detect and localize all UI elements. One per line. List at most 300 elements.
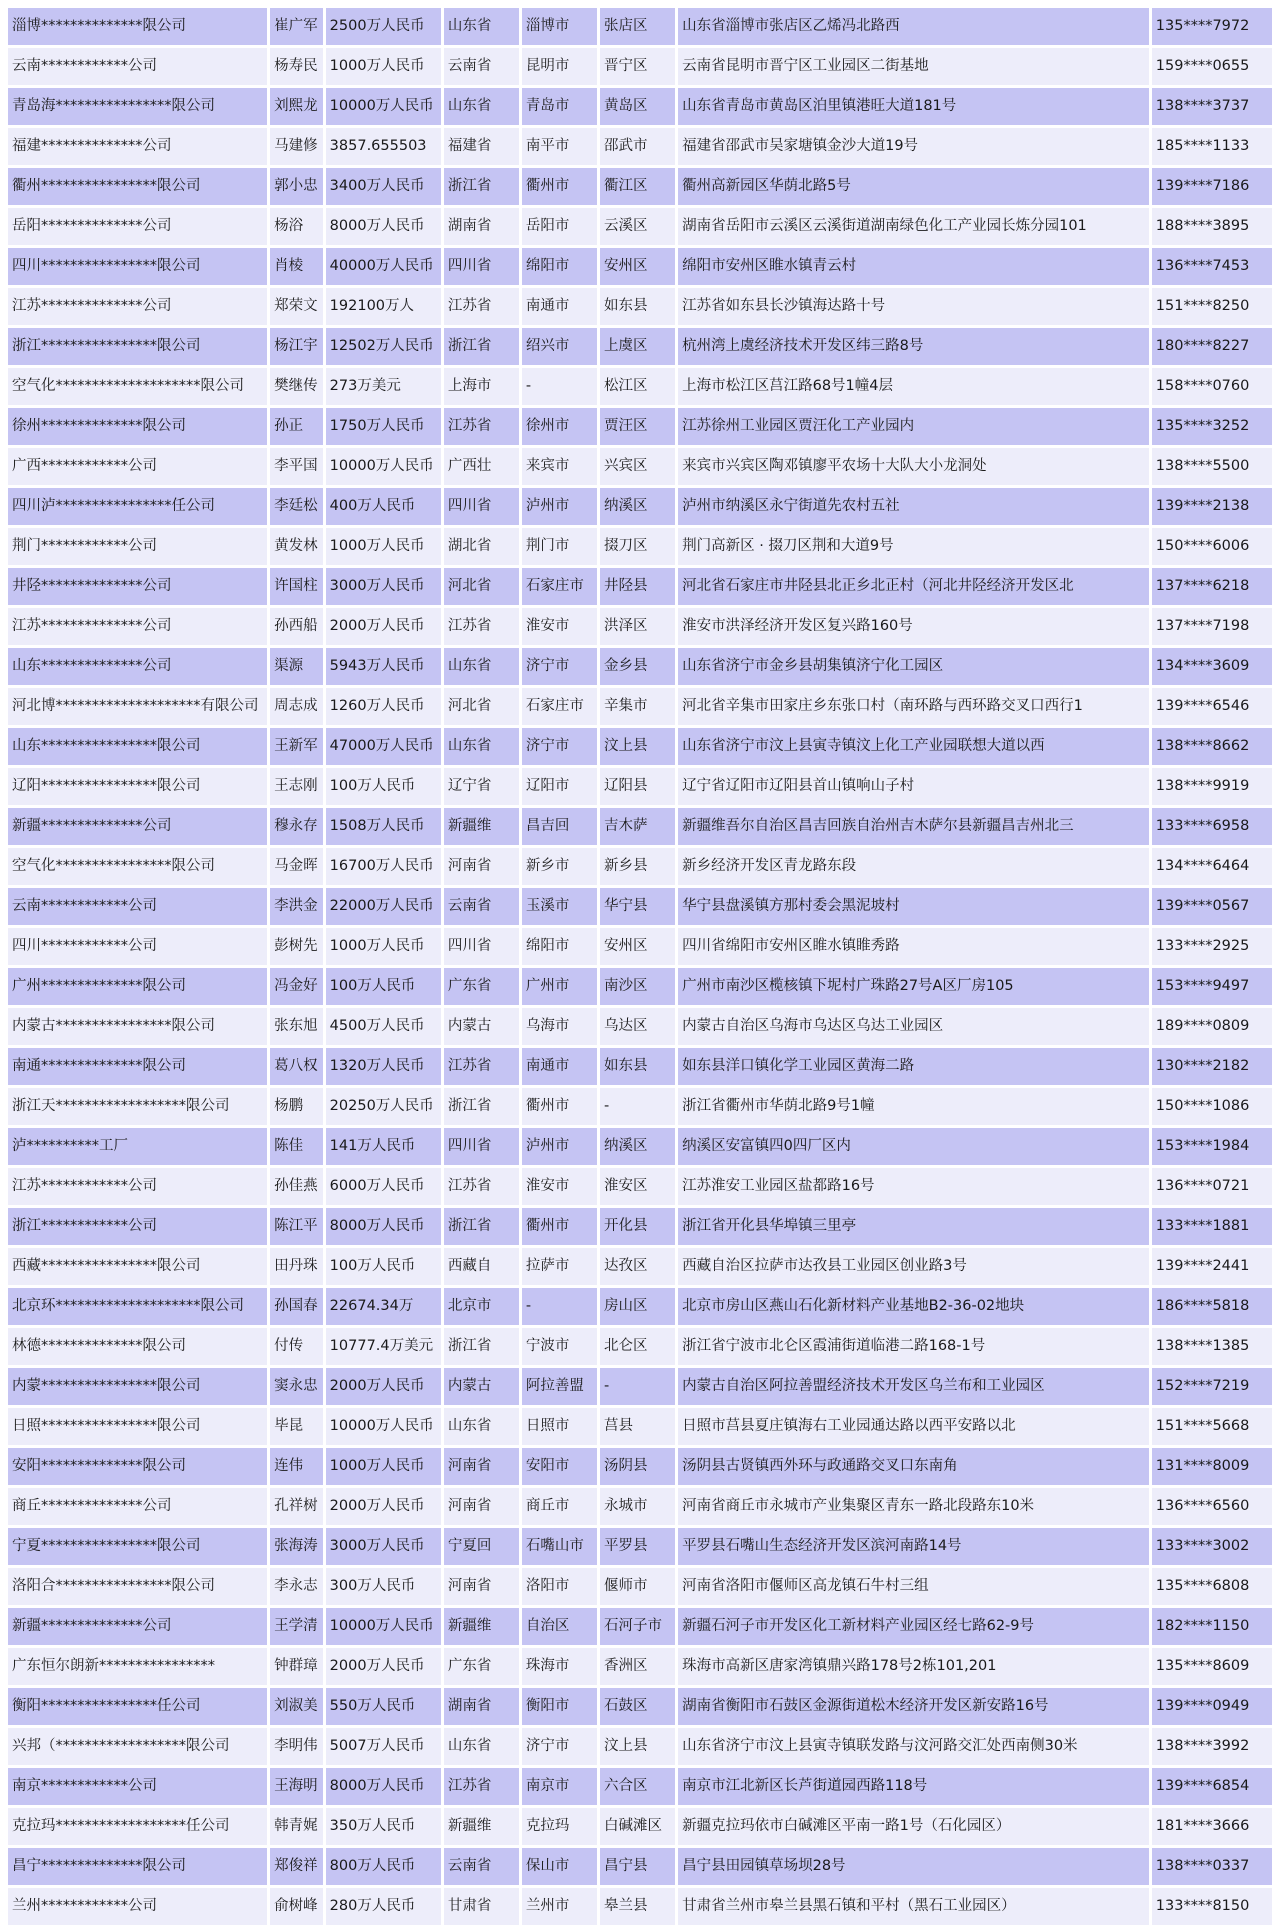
registered-capital-cell: 20250万人民币 [326, 1088, 441, 1125]
contact-name-cell: 陈佳 [270, 1128, 323, 1165]
province-cell: 浙江省 [444, 328, 519, 365]
company-name-cell: 商丘**************公司 [8, 1488, 267, 1525]
district-cell: 永城市 [600, 1488, 675, 1525]
registered-capital-cell: 3000万人民币 [326, 1528, 441, 1565]
company-name-cell: 江苏**************公司 [8, 288, 267, 325]
table-row [8, 1208, 1272, 1245]
contact-name-cell: 李洪金 [270, 888, 323, 925]
city-cell: 衡阳市 [522, 1688, 597, 1725]
address-cell: 荆门高新区 · 掇刀区荆和大道9号 [678, 528, 1149, 565]
district-cell: 纳溪区 [600, 488, 675, 525]
registered-capital-cell: 8000万人民币 [326, 208, 441, 245]
table-row [8, 1848, 1272, 1885]
table-row [8, 168, 1272, 205]
district-cell: 张店区 [600, 8, 675, 45]
address-cell: 新疆维吾尔自治区昌吉回族自治州吉木萨尔县新疆昌吉州北三 [678, 808, 1149, 845]
company-name-cell: 洛阳合****************限公司 [8, 1568, 267, 1605]
city-cell: 石家庄市 [522, 688, 597, 725]
registered-capital-cell: 40000万人民币 [326, 248, 441, 285]
address-cell: 绵阳市安州区睢水镇青云村 [678, 248, 1149, 285]
address-cell: 山东省济宁市汶上县寅寺镇汶上化工产业园联想大道以西 [678, 728, 1149, 765]
table-row [8, 48, 1272, 85]
company-name-cell: 广州**************限公司 [8, 968, 267, 1005]
contact-name-cell: 张东旭 [270, 1008, 323, 1045]
city-cell: 济宁市 [522, 1728, 597, 1765]
contact-name-cell: 李平国 [270, 448, 323, 485]
address-cell: 新疆克拉玛依市白碱滩区平南一路1号（石化园区） [678, 1808, 1149, 1845]
city-cell: - [522, 368, 597, 405]
province-cell: 河南省 [444, 1568, 519, 1605]
province-cell: 浙江省 [444, 1088, 519, 1125]
address-cell: 北京市房山区燕山石化新材料产业基地B2-36-02地块 [678, 1288, 1149, 1325]
contact-name-cell: 王志刚 [270, 768, 323, 805]
registered-capital-cell: 2000万人民币 [326, 1488, 441, 1525]
district-cell: 南沙区 [600, 968, 675, 1005]
phone-cell: 139****2441 [1152, 1248, 1272, 1285]
company-name-cell: 四川泸****************任公司 [8, 488, 267, 525]
phone-cell: 189****0809 [1152, 1008, 1272, 1045]
contact-name-cell: 郑荣文 [270, 288, 323, 325]
city-cell: 南通市 [522, 1048, 597, 1085]
province-cell: 山东省 [444, 1408, 519, 1445]
registered-capital-cell: 4500万人民币 [326, 1008, 441, 1045]
table-row [8, 768, 1272, 805]
province-cell: 广东省 [444, 968, 519, 1005]
phone-cell: 181****3666 [1152, 1808, 1272, 1845]
city-cell: 衢州市 [522, 1208, 597, 1245]
phone-cell: 186****5818 [1152, 1288, 1272, 1325]
phone-cell: 139****2138 [1152, 488, 1272, 525]
district-cell: - [600, 1368, 675, 1405]
contact-name-cell: 王学清 [270, 1608, 323, 1645]
registered-capital-cell: 2000万人民币 [326, 608, 441, 645]
district-cell: 安州区 [600, 928, 675, 965]
province-cell: 甘肃省 [444, 1888, 519, 1925]
city-cell: 自治区 [522, 1608, 597, 1645]
registered-capital-cell: 2000万人民币 [326, 1368, 441, 1405]
contact-name-cell: 樊继传 [270, 368, 323, 405]
company-name-cell: 克拉玛******************任公司 [8, 1808, 267, 1845]
registered-capital-cell: 10777.4万美元 [326, 1328, 441, 1365]
registered-capital-cell: 10000万人民币 [326, 448, 441, 485]
address-cell: 淮安市洪泽经济开发区复兴路160号 [678, 608, 1149, 645]
district-cell: 白碱滩区 [600, 1808, 675, 1845]
phone-cell: 150****6006 [1152, 528, 1272, 565]
registered-capital-cell: 8000万人民币 [326, 1768, 441, 1805]
table-row [8, 1608, 1272, 1645]
contact-name-cell: 李廷松 [270, 488, 323, 525]
phone-cell: 139****6854 [1152, 1768, 1272, 1805]
registered-capital-cell: 400万人民币 [326, 488, 441, 525]
table-row [8, 368, 1272, 405]
city-cell: 珠海市 [522, 1648, 597, 1685]
table-row [8, 1808, 1272, 1845]
district-cell: 达孜区 [600, 1248, 675, 1285]
district-cell: 香洲区 [600, 1648, 675, 1685]
address-cell: 新乡经济开发区青龙路东段 [678, 848, 1149, 885]
province-cell: 湖北省 [444, 528, 519, 565]
district-cell: 掇刀区 [600, 528, 675, 565]
address-cell: 江苏淮安工业园区盐都路16号 [678, 1168, 1149, 1205]
district-cell: 开化县 [600, 1208, 675, 1245]
phone-cell: 138****8662 [1152, 728, 1272, 765]
province-cell: 河北省 [444, 568, 519, 605]
registered-capital-cell: 1320万人民币 [326, 1048, 441, 1085]
province-cell: 辽宁省 [444, 768, 519, 805]
province-cell: 河南省 [444, 1488, 519, 1525]
contact-name-cell: 许国柱 [270, 568, 323, 605]
city-cell: 荆门市 [522, 528, 597, 565]
phone-cell: 150****1086 [1152, 1088, 1272, 1125]
phone-cell: 135****8609 [1152, 1648, 1272, 1685]
address-cell: 山东省淄博市张店区乙烯冯北路西 [678, 8, 1149, 45]
contact-name-cell: 彭树先 [270, 928, 323, 965]
company-name-cell: 浙江************公司 [8, 1208, 267, 1245]
registered-capital-cell: 100万人民币 [326, 768, 441, 805]
city-cell: 昆明市 [522, 48, 597, 85]
contact-name-cell: 孙佳燕 [270, 1168, 323, 1205]
contact-name-cell: 杨江宇 [270, 328, 323, 365]
company-name-cell: 岳阳**************公司 [8, 208, 267, 245]
district-cell: 六合区 [600, 1768, 675, 1805]
city-cell: 绵阳市 [522, 928, 597, 965]
registered-capital-cell: 10000万人民币 [326, 1608, 441, 1645]
district-cell: 平罗县 [600, 1528, 675, 1565]
company-name-cell: 宁夏****************限公司 [8, 1528, 267, 1565]
province-cell: 内蒙古 [444, 1368, 519, 1405]
address-cell: 上海市松江区莒江路68号1幢4层 [678, 368, 1149, 405]
phone-cell: 133****8150 [1152, 1888, 1272, 1925]
table-row [8, 888, 1272, 925]
address-cell: 昌宁县田园镇草场坝28号 [678, 1848, 1149, 1885]
address-cell: 山东省济宁市汶上县寅寺镇联发路与汶河路交汇处西南侧30米 [678, 1728, 1149, 1765]
province-cell: 湖南省 [444, 208, 519, 245]
company-name-cell: 辽阳****************限公司 [8, 768, 267, 805]
address-cell: 山东省济宁市金乡县胡集镇济宁化工园区 [678, 648, 1149, 685]
city-cell: 南通市 [522, 288, 597, 325]
contact-name-cell: 孙西船 [270, 608, 323, 645]
company-name-cell: 徐州**************限公司 [8, 408, 267, 445]
company-name-cell: 西藏****************限公司 [8, 1248, 267, 1285]
table-row [8, 288, 1272, 325]
address-cell: 四川省绵阳市安州区睢水镇睢秀路 [678, 928, 1149, 965]
registered-capital-cell: 16700万人民币 [326, 848, 441, 885]
phone-cell: 182****1150 [1152, 1608, 1272, 1645]
district-cell: 乌达区 [600, 1008, 675, 1045]
contact-name-cell: 肖棱 [270, 248, 323, 285]
address-cell: 辽宁省辽阳市辽阳县首山镇响山子村 [678, 768, 1149, 805]
province-cell: 湖南省 [444, 1688, 519, 1725]
province-cell: 广东省 [444, 1648, 519, 1685]
phone-cell: 134****3609 [1152, 648, 1272, 685]
province-cell: 江苏省 [444, 1048, 519, 1085]
city-cell: 日照市 [522, 1408, 597, 1445]
contact-name-cell: 王海明 [270, 1768, 323, 1805]
address-cell: 浙江省衢州市华荫北路9号1幢 [678, 1088, 1149, 1125]
table-row [8, 248, 1272, 285]
contact-name-cell: 连伟 [270, 1448, 323, 1485]
registered-capital-cell: 10000万人民币 [326, 1408, 441, 1445]
company-name-cell: 浙江****************限公司 [8, 328, 267, 365]
table-row [8, 1248, 1272, 1285]
registered-capital-cell: 22674.34万 [326, 1288, 441, 1325]
phone-cell: 137****6218 [1152, 568, 1272, 605]
contact-name-cell: 杨鹏 [270, 1088, 323, 1125]
address-cell: 西藏自治区拉萨市达孜县工业园区创业路3号 [678, 1248, 1149, 1285]
province-cell: 新疆维 [444, 1608, 519, 1645]
province-cell: 河北省 [444, 688, 519, 725]
city-cell: 绍兴市 [522, 328, 597, 365]
address-cell: 珠海市高新区唐家湾镇鼎兴路178号2栋101,201 [678, 1648, 1149, 1685]
district-cell: 吉木萨 [600, 808, 675, 845]
table-row [8, 1648, 1272, 1685]
company-name-cell: 内蒙古****************限公司 [8, 1008, 267, 1045]
table-row [8, 1168, 1272, 1205]
district-cell: 汶上县 [600, 1728, 675, 1765]
registered-capital-cell: 350万人民币 [326, 1808, 441, 1845]
contact-name-cell: 穆永存 [270, 808, 323, 845]
table-row [8, 928, 1272, 965]
contact-name-cell: 付传 [270, 1328, 323, 1365]
district-cell: 云溪区 [600, 208, 675, 245]
city-cell: 南京市 [522, 1768, 597, 1805]
registered-capital-cell: 5007万人民币 [326, 1728, 441, 1765]
company-name-cell: 内蒙****************限公司 [8, 1368, 267, 1405]
district-cell: 昌宁县 [600, 1848, 675, 1885]
address-cell: 浙江省开化县华埠镇三里亭 [678, 1208, 1149, 1245]
contact-name-cell: 王新军 [270, 728, 323, 765]
district-cell: 新乡县 [600, 848, 675, 885]
table-row [8, 1768, 1272, 1805]
district-cell: 金乡县 [600, 648, 675, 685]
company-name-cell: 山东**************公司 [8, 648, 267, 685]
table-row [8, 1088, 1272, 1125]
phone-cell: 133****1881 [1152, 1208, 1272, 1245]
phone-cell: 139****7186 [1152, 168, 1272, 205]
address-cell: 平罗县石嘴山生态经济开发区滨河南路14号 [678, 1528, 1149, 1565]
province-cell: 云南省 [444, 1848, 519, 1885]
company-name-cell: 北京环********************限公司 [8, 1288, 267, 1325]
phone-cell: 138****3737 [1152, 88, 1272, 125]
phone-cell: 136****6560 [1152, 1488, 1272, 1525]
table-row [8, 408, 1272, 445]
district-cell: 黄岛区 [600, 88, 675, 125]
company-name-cell: 昌宁**************限公司 [8, 1848, 267, 1885]
contact-name-cell: 刘熙龙 [270, 88, 323, 125]
company-name-cell: 浙江天******************限公司 [8, 1088, 267, 1125]
phone-cell: 138****5500 [1152, 448, 1272, 485]
province-cell: 浙江省 [444, 1328, 519, 1365]
registered-capital-cell: 1000万人民币 [326, 928, 441, 965]
district-cell: 辛集市 [600, 688, 675, 725]
phone-cell: 134****6464 [1152, 848, 1272, 885]
contact-name-cell: 钟群璋 [270, 1648, 323, 1685]
district-cell: 洪泽区 [600, 608, 675, 645]
registered-capital-cell: 47000万人民币 [326, 728, 441, 765]
contact-name-cell: 孔祥树 [270, 1488, 323, 1525]
address-cell: 河南省洛阳市偃师区高龙镇石牛村三组 [678, 1568, 1149, 1605]
company-name-cell: 新疆**************公司 [8, 1608, 267, 1645]
table-row [8, 1488, 1272, 1525]
city-cell: 淮安市 [522, 608, 597, 645]
address-cell: 如东县洋口镇化学工业园区黄海二路 [678, 1048, 1149, 1085]
address-cell: 华宁县盘溪镇方那村委会黑泥坡村 [678, 888, 1149, 925]
contact-name-cell: 刘淑美 [270, 1688, 323, 1725]
company-name-cell: 空气化****************限公司 [8, 848, 267, 885]
company-name-cell: 四川****************限公司 [8, 248, 267, 285]
contact-name-cell: 陈江平 [270, 1208, 323, 1245]
city-cell: 济宁市 [522, 648, 597, 685]
address-cell: 杭州湾上虞经济技术开发区纬三路8号 [678, 328, 1149, 365]
phone-cell: 136****7453 [1152, 248, 1272, 285]
company-name-cell: 日照****************限公司 [8, 1408, 267, 1445]
phone-cell: 135****6808 [1152, 1568, 1272, 1605]
registered-capital-cell: 1750万人民币 [326, 408, 441, 445]
city-cell: 南平市 [522, 128, 597, 165]
province-cell: 四川省 [444, 488, 519, 525]
company-name-cell: 兴邦（******************限公司 [8, 1728, 267, 1765]
company-name-cell: 淄博**************限公司 [8, 8, 267, 45]
registered-capital-cell: 10000万人民币 [326, 88, 441, 125]
city-cell: 新乡市 [522, 848, 597, 885]
phone-cell: 180****8227 [1152, 328, 1272, 365]
registered-capital-cell: 1260万人民币 [326, 688, 441, 725]
registered-capital-cell: 192100万人 [326, 288, 441, 325]
phone-cell: 138****9919 [1152, 768, 1272, 805]
city-cell: 广州市 [522, 968, 597, 1005]
address-cell: 甘肃省兰州市皋兰县黑石镇和平村（黑石工业园区） [678, 1888, 1149, 1925]
province-cell: 新疆维 [444, 1808, 519, 1845]
table-row [8, 688, 1272, 725]
registered-capital-cell: 1000万人民币 [326, 1448, 441, 1485]
city-cell: 岳阳市 [522, 208, 597, 245]
city-cell: 拉萨市 [522, 1248, 597, 1285]
address-cell: 泸州市纳溪区永宁街道先农村五社 [678, 488, 1149, 525]
phone-cell: 131****8009 [1152, 1448, 1272, 1485]
table-row [8, 1368, 1272, 1405]
company-name-cell: 井陉**************公司 [8, 568, 267, 605]
province-cell: 山东省 [444, 8, 519, 45]
table-row [8, 568, 1272, 605]
district-cell: - [600, 1088, 675, 1125]
address-cell: 江苏徐州工业园区贾汪化工产业园内 [678, 408, 1149, 445]
province-cell: 宁夏回 [444, 1528, 519, 1565]
phone-cell: 185****1133 [1152, 128, 1272, 165]
table-row [8, 968, 1272, 1005]
contact-name-cell: 窦永忠 [270, 1368, 323, 1405]
phone-cell: 139****0949 [1152, 1688, 1272, 1725]
contact-name-cell: 毕昆 [270, 1408, 323, 1445]
address-cell: 内蒙古自治区阿拉善盟经济技术开发区乌兰布和工业园区 [678, 1368, 1149, 1405]
contact-name-cell: 周志成 [270, 688, 323, 725]
phone-cell: 152****7219 [1152, 1368, 1272, 1405]
province-cell: 河南省 [444, 1448, 519, 1485]
phone-cell: 130****2182 [1152, 1048, 1272, 1085]
table-row [8, 328, 1272, 365]
registered-capital-cell: 100万人民币 [326, 968, 441, 1005]
company-name-cell: 云南************公司 [8, 48, 267, 85]
registered-capital-cell: 5943万人民币 [326, 648, 441, 685]
table-row [8, 1568, 1272, 1605]
address-cell: 湖南省衡阳市石鼓区金源街道松木经济开发区新安路16号 [678, 1688, 1149, 1725]
contact-name-cell: 马建修 [270, 128, 323, 165]
company-name-cell: 空气化********************限公司 [8, 368, 267, 405]
contact-name-cell: 韩青娓 [270, 1808, 323, 1845]
district-cell: 房山区 [600, 1288, 675, 1325]
city-cell: 徐州市 [522, 408, 597, 445]
city-cell: 淄博市 [522, 8, 597, 45]
company-name-cell: 安阳**************限公司 [8, 1448, 267, 1485]
province-cell: 山东省 [444, 1728, 519, 1765]
phone-cell: 153****9497 [1152, 968, 1272, 1005]
city-cell: 衢州市 [522, 1088, 597, 1125]
table-row [8, 128, 1272, 165]
address-cell: 河北省石家庄市井陉县北正乡北正村（河北井陉经济开发区北 [678, 568, 1149, 605]
address-cell: 福建省邵武市吴家塘镇金沙大道19号 [678, 128, 1149, 165]
city-cell: 青岛市 [522, 88, 597, 125]
phone-cell: 133****3002 [1152, 1528, 1272, 1565]
table-row [8, 608, 1272, 645]
city-cell: 昌吉回 [522, 808, 597, 845]
contact-name-cell: 郑俊祥 [270, 1848, 323, 1885]
company-name-cell: 南通**************限公司 [8, 1048, 267, 1085]
table-row [8, 1008, 1272, 1045]
company-name-cell: 荆门************公司 [8, 528, 267, 565]
address-cell: 内蒙古自治区乌海市乌达区乌达工业园区 [678, 1008, 1149, 1045]
city-cell: 保山市 [522, 1848, 597, 1885]
table-row [8, 648, 1272, 685]
phone-cell: 138****3992 [1152, 1728, 1272, 1765]
province-cell: 广西壮 [444, 448, 519, 485]
phone-cell: 139****6546 [1152, 688, 1272, 725]
city-cell: - [522, 1288, 597, 1325]
contact-name-cell: 渠源 [270, 648, 323, 685]
phone-cell: 138****1385 [1152, 1328, 1272, 1365]
table-row [8, 1888, 1272, 1925]
district-cell: 汶上县 [600, 728, 675, 765]
city-cell: 乌海市 [522, 1008, 597, 1045]
registered-capital-cell: 100万人民币 [326, 1248, 441, 1285]
district-cell: 淮安区 [600, 1168, 675, 1205]
phone-cell: 151****8250 [1152, 288, 1272, 325]
address-cell: 广州市南沙区榄核镇下坭村广珠路27号A区厂房105 [678, 968, 1149, 1005]
company-name-cell: 青岛海****************限公司 [8, 88, 267, 125]
province-cell: 江苏省 [444, 608, 519, 645]
company-table [5, 5, 1275, 1928]
registered-capital-cell: 800万人民币 [326, 1848, 441, 1885]
registered-capital-cell: 141万人民币 [326, 1128, 441, 1165]
city-cell: 安阳市 [522, 1448, 597, 1485]
city-cell: 克拉玛 [522, 1808, 597, 1845]
city-cell: 阿拉善盟 [522, 1368, 597, 1405]
table-row [8, 8, 1272, 45]
province-cell: 四川省 [444, 248, 519, 285]
district-cell: 邵武市 [600, 128, 675, 165]
table-row [8, 848, 1272, 885]
city-cell: 淮安市 [522, 1168, 597, 1205]
district-cell: 井陉县 [600, 568, 675, 605]
company-name-cell: 河北博********************有限公司 [8, 688, 267, 725]
table-row [8, 1688, 1272, 1725]
phone-cell: 137****7198 [1152, 608, 1272, 645]
province-cell: 河南省 [444, 848, 519, 885]
registered-capital-cell: 12502万人民币 [326, 328, 441, 365]
table-row [8, 1528, 1272, 1565]
district-cell: 皋兰县 [600, 1888, 675, 1925]
address-cell: 浙江省宁波市北仑区霞浦街道临港二路168-1号 [678, 1328, 1149, 1365]
city-cell: 商丘市 [522, 1488, 597, 1525]
registered-capital-cell: 550万人民币 [326, 1688, 441, 1725]
